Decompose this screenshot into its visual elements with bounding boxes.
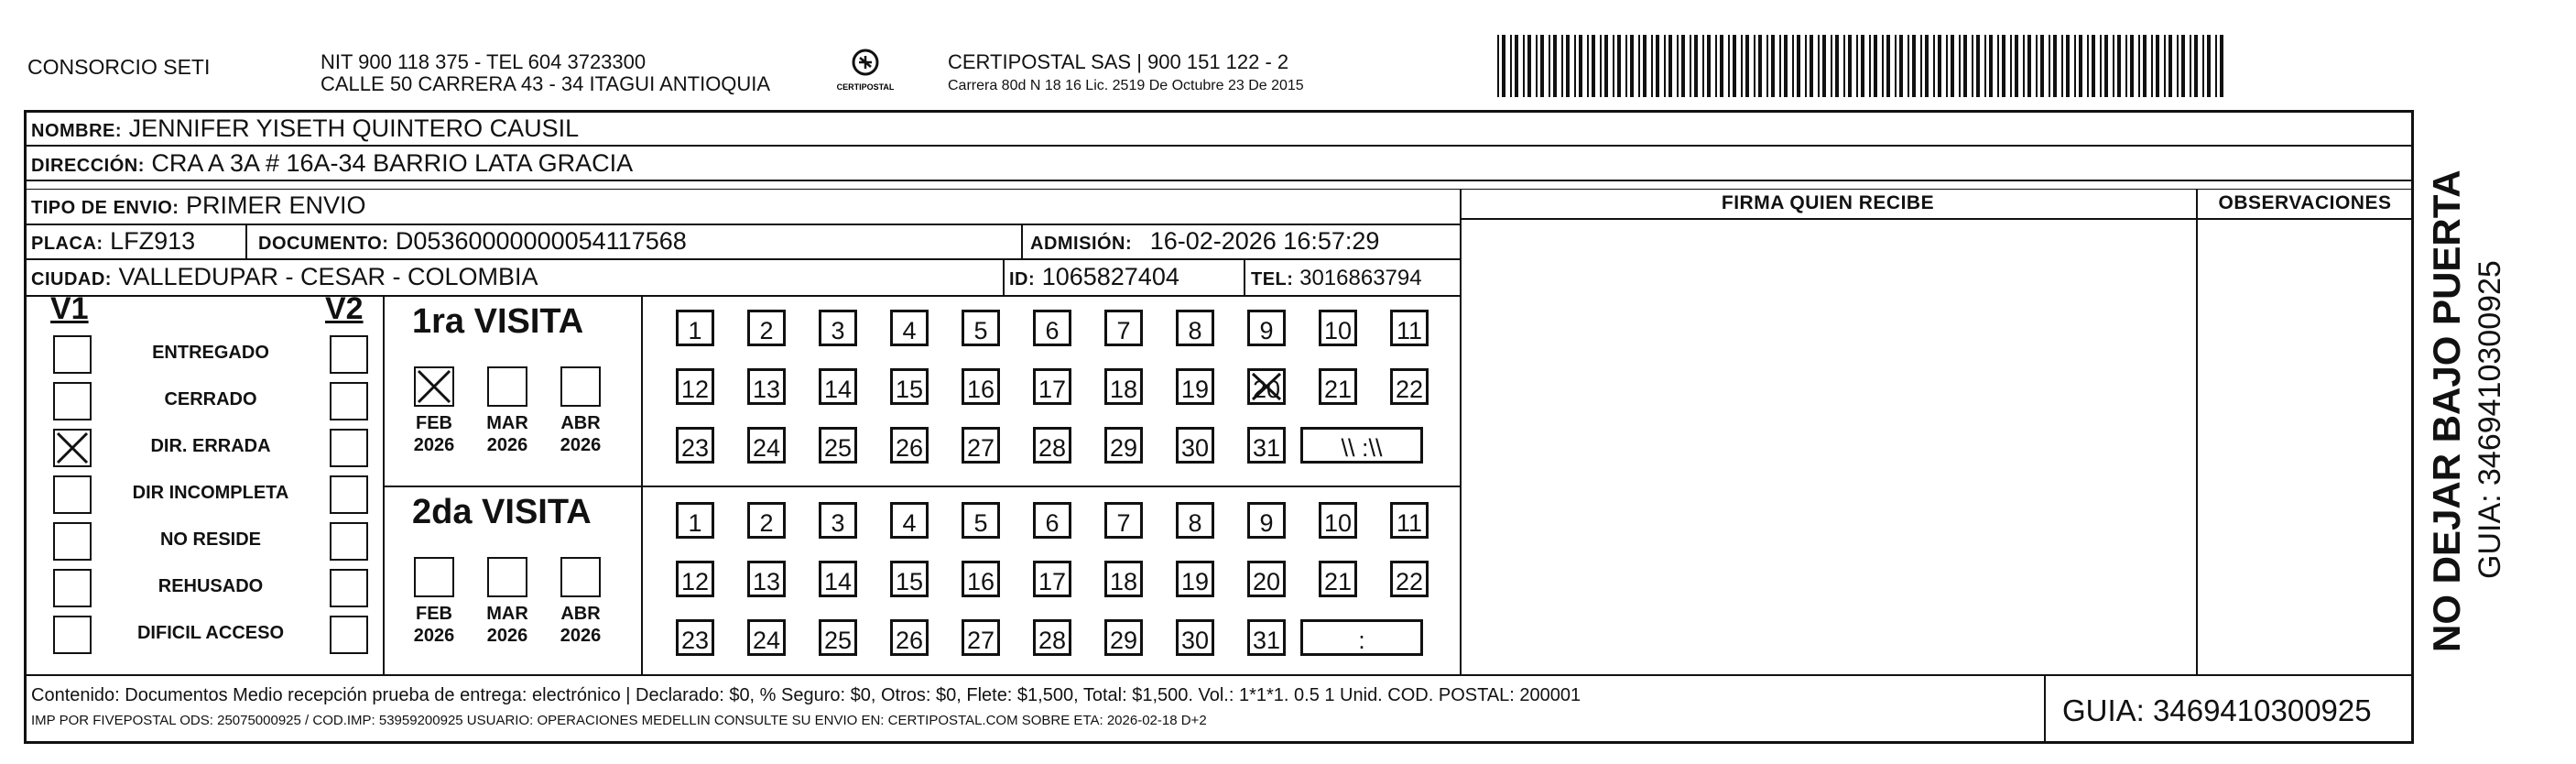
v2-checkbox-1[interactable]	[330, 382, 368, 420]
nit-line: NIT 900 118 375 - TEL 604 3723300	[321, 50, 647, 73]
first-visit-day-14[interactable]: 14	[819, 368, 857, 405]
ciudad-value: VALLEDUPAR - CESAR - COLOMBIA	[118, 263, 538, 290]
barcode	[1497, 35, 2225, 97]
v2-checkbox-0[interactable]	[330, 335, 368, 374]
v1-checkbox-0[interactable]	[53, 335, 92, 374]
second-visit-day-18[interactable]: 18	[1104, 561, 1143, 597]
v1-checkbox-2[interactable]	[53, 429, 92, 467]
second-visit-day-19[interactable]: 19	[1176, 561, 1214, 597]
observaciones-header: OBSERVACIONES	[2218, 192, 2392, 213]
v1-checkbox-1[interactable]	[53, 382, 92, 420]
first-visit-day-5[interactable]: 5	[962, 310, 1000, 346]
second-visit-month-label-0: FEB 2026	[413, 604, 455, 646]
imp-text: IMP POR FIVEPOSTAL ODS: 25075000925 / COD.IMP: 53959200925 USUARIO: OPERACIONES MEDELLIN CONSULTE SU ENVIO EN: CERTIPOSTAL.COM SOBRE ETA: 2026-02-18 D+2	[31, 713, 1207, 728]
tel-value: 3016863794	[1299, 266, 1422, 290]
first-visit-day-26[interactable]: 26	[890, 427, 929, 464]
second-visit-day-6[interactable]: 6	[1033, 502, 1071, 539]
certipostal-name: CERTIPOSTAL SAS | 900 151 122 - 2	[948, 50, 1289, 73]
second-visit-day-16[interactable]: 16	[962, 561, 1000, 597]
admision-value: 16-02-2026 16:57:29	[1149, 227, 1380, 255]
first-visit-month-box-0[interactable]	[414, 366, 454, 407]
logo-text: CERTIPOSTAL	[836, 82, 895, 92]
second-visit-day-23[interactable]: 23	[676, 619, 714, 656]
second-visit-day-9[interactable]: 9	[1247, 502, 1286, 539]
first-visit-day-4[interactable]: 4	[890, 310, 929, 346]
first-visit-day-23[interactable]: 23	[676, 427, 714, 464]
v2-checkbox-6[interactable]	[330, 616, 368, 654]
first-visit-month-label-1: MAR 2026	[486, 413, 528, 455]
first-visit-day-2[interactable]: 2	[747, 310, 786, 346]
id-value: 1065827404	[1041, 263, 1179, 290]
placa-label: PLACA:	[31, 234, 103, 254]
first-visit-day-1[interactable]: 1	[676, 310, 714, 346]
v1-checkbox-4[interactable]	[53, 522, 92, 561]
second-visit-day-8[interactable]: 8	[1176, 502, 1214, 539]
first-visit-day-18[interactable]: 18	[1104, 368, 1143, 405]
first-visit-day-20[interactable]: 20	[1247, 368, 1286, 405]
first-visit-day-25[interactable]: 25	[819, 427, 857, 464]
tipo-envio-label: TIPO DE ENVIO:	[31, 198, 179, 218]
first-visit-day-7[interactable]: 7	[1104, 310, 1143, 346]
first-visit-day-8[interactable]: 8	[1176, 310, 1214, 346]
second-visit-month-box-0[interactable]	[414, 557, 454, 597]
tipo-envio-row	[31, 191, 366, 223]
second-visit-day-1[interactable]: 1	[676, 502, 714, 539]
option-label-2: DIR. ERRADA	[150, 436, 271, 456]
admision-field	[1030, 226, 1379, 258]
second-visit-day-26[interactable]: 26	[890, 619, 929, 656]
first-visit-day-31[interactable]: 31	[1247, 427, 1286, 464]
tel-field	[1251, 264, 1422, 294]
direccion-row	[31, 148, 633, 180]
second-visit-day-31[interactable]: 31	[1247, 619, 1286, 656]
documento-field	[258, 226, 687, 258]
firma-header: FIRMA QUIEN RECIBE	[1721, 192, 1935, 213]
second-visit-day-12[interactable]: 12	[676, 561, 714, 597]
v2-checkbox-5[interactable]	[330, 569, 368, 607]
first-visit-month-box-1[interactable]	[487, 366, 527, 407]
ciudad-field	[31, 262, 538, 294]
first-visit-day-10[interactable]: 10	[1319, 310, 1357, 346]
v1-checkbox-3[interactable]	[53, 475, 92, 514]
first-visit-month-box-2[interactable]	[560, 366, 601, 407]
first-visit-day-30[interactable]: 30	[1176, 427, 1214, 464]
first-visit-day-9[interactable]: 9	[1247, 310, 1286, 346]
certipostal-address: Carrera 80d N 18 16 Lic. 2519 De Octubre 23 De 2015	[948, 78, 1304, 93]
placa-value: LFZ913	[110, 227, 196, 255]
second-visit-day-5[interactable]: 5	[962, 502, 1000, 539]
v2-checkbox-3[interactable]	[330, 475, 368, 514]
second-visit-day-17[interactable]: 17	[1033, 561, 1071, 597]
second-visit-day-29[interactable]: 29	[1104, 619, 1143, 656]
v1-checkbox-6[interactable]	[53, 616, 92, 654]
first-visit-time-box[interactable]: \\ :\\	[1300, 427, 1423, 464]
first-visit-day-11[interactable]: 11	[1390, 310, 1429, 346]
first-visit-day-17[interactable]: 17	[1033, 368, 1071, 405]
second-visit-day-13[interactable]: 13	[747, 561, 786, 597]
tel-label: TEL:	[1251, 269, 1294, 289]
nombre-row	[31, 114, 579, 146]
certipostal-logo	[829, 46, 902, 97]
direccion-value: CRA A 3A # 16A-34 BARRIO LATA GRACIA	[151, 149, 634, 177]
company-name: CONSORCIO SETI	[27, 55, 211, 79]
second-visit-day-2[interactable]: 2	[747, 502, 786, 539]
second-visit-day-22[interactable]: 22	[1390, 561, 1429, 597]
id-label: ID:	[1009, 269, 1036, 289]
option-label-6: DIFICIL ACCESO	[136, 623, 284, 643]
second-visit-month-box-1[interactable]	[487, 557, 527, 597]
first-visit-day-16[interactable]: 16	[962, 368, 1000, 405]
first-visit-day-29[interactable]: 29	[1104, 427, 1143, 464]
option-label-0: ENTREGADO	[152, 343, 269, 363]
first-visit-day-21[interactable]: 21	[1319, 368, 1357, 405]
second-visit-title: 2da VISITA	[412, 493, 592, 531]
v2-checkbox-2[interactable]	[330, 429, 368, 467]
first-visit-day-13[interactable]: 13	[747, 368, 786, 405]
nombre-value: JENNIFER YISETH QUINTERO CAUSIL	[128, 115, 580, 142]
second-visit-day-24[interactable]: 24	[747, 619, 786, 656]
first-visit-day-15[interactable]: 15	[890, 368, 929, 405]
first-visit-day-19[interactable]: 19	[1176, 368, 1214, 405]
placa-field	[31, 226, 195, 258]
side-guia: GUIA: 3469410300925	[2473, 260, 2507, 579]
second-visit-day-11[interactable]: 11	[1390, 502, 1429, 539]
first-visit-day-3[interactable]: 3	[819, 310, 857, 346]
first-visit-month-label-0: FEB 2026	[413, 413, 455, 455]
second-visit-day-4[interactable]: 4	[890, 502, 929, 539]
second-visit-day-25[interactable]: 25	[819, 619, 857, 656]
v2-header: V2	[325, 291, 364, 326]
second-visit-month-box-2[interactable]	[560, 557, 601, 597]
second-visit-day-20[interactable]: 20	[1247, 561, 1286, 597]
documento-label: DOCUMENTO:	[258, 234, 389, 254]
first-visit-day-12[interactable]: 12	[676, 368, 714, 405]
second-visit-day-14[interactable]: 14	[819, 561, 857, 597]
second-visit-day-7[interactable]: 7	[1104, 502, 1143, 539]
second-visit-day-10[interactable]: 10	[1319, 502, 1357, 539]
second-visit-time-box[interactable]: :	[1300, 619, 1423, 656]
option-label-5: REHUSADO	[158, 576, 264, 596]
first-visit-month-label-2: ABR 2026	[560, 413, 602, 455]
first-visit-day-28[interactable]: 28	[1033, 427, 1071, 464]
nombre-label: NOMBRE:	[31, 121, 123, 141]
second-visit-day-21[interactable]: 21	[1319, 561, 1357, 597]
option-label-3: DIR INCOMPLETA	[132, 483, 289, 503]
first-visit-day-22[interactable]: 22	[1390, 368, 1429, 405]
second-visit-day-15[interactable]: 15	[890, 561, 929, 597]
second-visit-month-label-2: ABR 2026	[560, 604, 602, 646]
admision-label: ADMISIÓN:	[1030, 234, 1133, 254]
option-label-1: CERRADO	[164, 389, 257, 409]
side-warning: NO DEJAR BAJO PUERTA	[2425, 169, 2468, 652]
ciudad-label: CIUDAD:	[31, 269, 112, 289]
second-visit-month-label-1: MAR 2026	[486, 604, 528, 646]
address-line: CALLE 50 CARRERA 43 - 34 ITAGUI ANTIOQUIA	[321, 72, 771, 95]
second-visit-day-3[interactable]: 3	[819, 502, 857, 539]
v1-header: V1	[50, 291, 89, 326]
v2-checkbox-4[interactable]	[330, 522, 368, 561]
option-label-4: NO RESIDE	[159, 529, 262, 550]
direccion-label: DIRECCIÓN:	[31, 156, 145, 176]
first-visit-title: 1ra VISITA	[412, 302, 584, 341]
tipo-envio-value: PRIMER ENVIO	[185, 191, 366, 219]
second-visit-day-30[interactable]: 30	[1176, 619, 1214, 656]
first-visit-day-27[interactable]: 27	[962, 427, 1000, 464]
id-field	[1009, 262, 1179, 294]
v1-checkbox-5[interactable]	[53, 569, 92, 607]
first-visit-day-6[interactable]: 6	[1033, 310, 1071, 346]
second-visit-day-27[interactable]: 27	[962, 619, 1000, 656]
footer-guia: GUIA: 3469410300925	[2062, 693, 2372, 727]
first-visit-day-24[interactable]: 24	[747, 427, 786, 464]
contenido-text: Contenido: Documentos Medio recepción prueba de entrega: electrónico | Declarado: $0, % Seguro: $0, Otros: $0, Flete: $1,500, Total: $1,500. Vol.: 1*1*1. 0.5 1 Unid. COD. POSTAL: 200001	[31, 685, 1581, 705]
second-visit-day-28[interactable]: 28	[1033, 619, 1071, 656]
documento-value: D05360000000054117568	[395, 227, 687, 255]
